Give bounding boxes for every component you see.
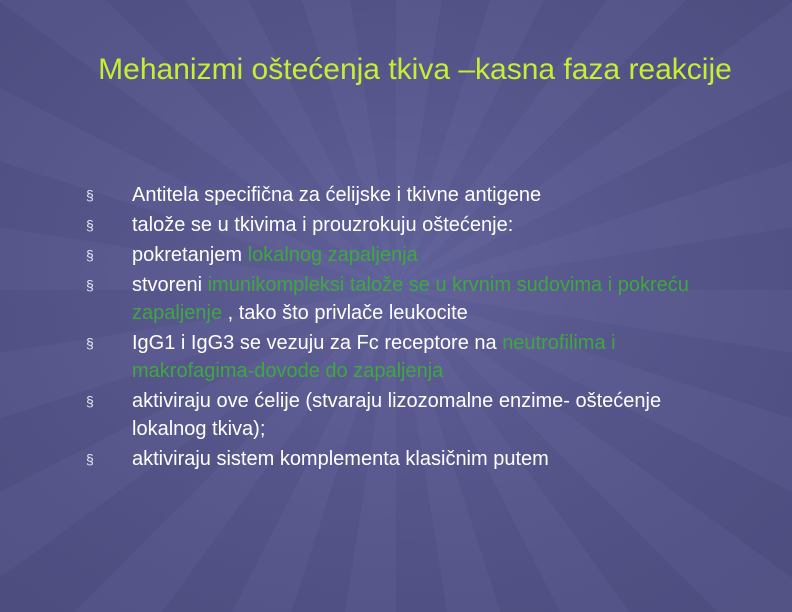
bullet-marker-icon: § — [86, 187, 94, 203]
bullet-marker-icon: § — [86, 277, 94, 293]
bullet-item — [86, 211, 736, 239]
bullet-text: pokretanjem — [132, 244, 248, 266]
bullet-highlight: neutrofilima i makrofagima-dovode do zapaljenja — [132, 332, 616, 382]
bullet-highlight: lokalnog zapaljenja — [247, 244, 418, 266]
bullet-marker-icon: § — [86, 451, 94, 467]
bullet-item — [86, 271, 736, 327]
bullet-item — [86, 329, 736, 385]
bullet-item — [86, 241, 736, 269]
bullet-text: aktiviraju sistem komplementa klasičnim putem — [132, 448, 549, 470]
bullet-text: Antitela specifična za ćelijske i tkivne antigene — [132, 184, 542, 206]
bullet-text: IgG1 i IgG3 se vezuju za Fc receptore na — [132, 332, 503, 354]
bullet-item — [86, 387, 736, 443]
slide-title: Mehanizmi oštećenja tkiva –kasna faza reakcije — [98, 53, 732, 86]
bullet-text: stvoreni — [132, 274, 208, 296]
bullet-text: talože se u tkivima i prouzrokuju oštećenje: — [132, 214, 514, 236]
bullet-marker-icon: § — [86, 217, 94, 233]
bullet-item — [86, 181, 736, 209]
bullet-text: aktiviraju ove ćelije (stvaraju lizozomalne enzime- oštećenje lokalnog tkiva); — [132, 390, 662, 440]
bullet-item — [86, 445, 736, 473]
bullet-marker-icon: § — [86, 335, 94, 351]
bullet-list — [86, 181, 736, 475]
bullet-text-after: , tako što privlače leukocite — [222, 302, 468, 324]
bullet-highlight: imunikompleksi talože se u krvnim sudovima i pokreću zapaljenje — [132, 274, 689, 324]
bullet-marker-icon: § — [86, 247, 94, 263]
bullet-marker-icon: § — [86, 393, 94, 409]
